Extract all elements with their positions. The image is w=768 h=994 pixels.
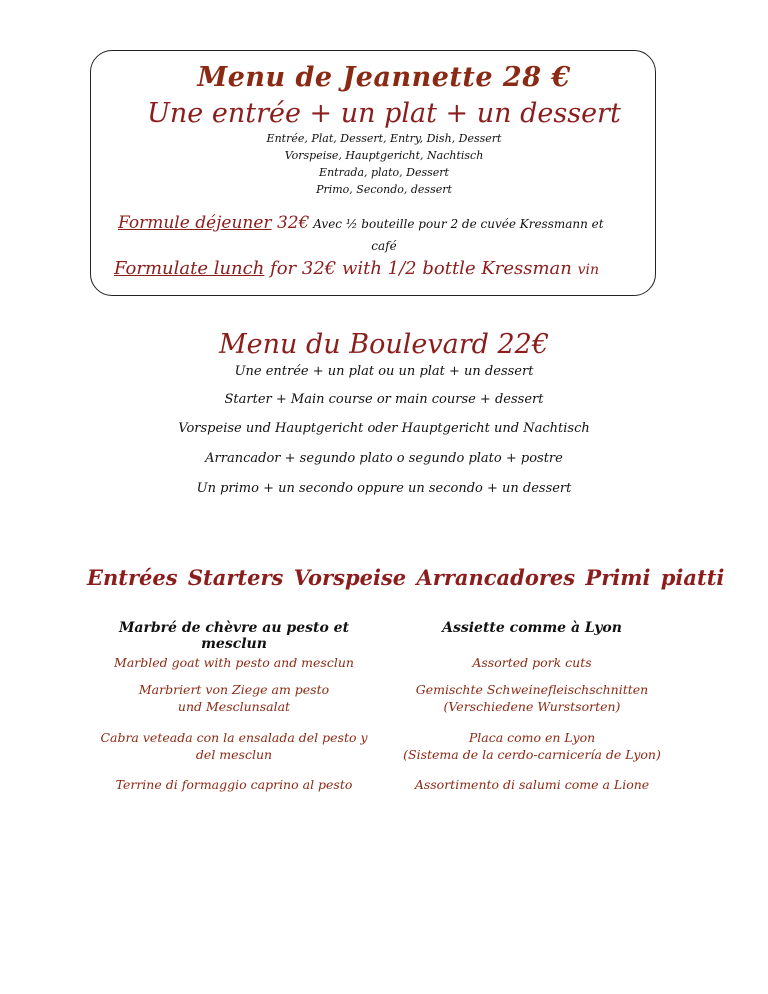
dish-translation: Marbriert von Ziege am pesto und Mesclunsalat bbox=[138, 682, 330, 714]
formulate-lunch-text: for 32€ with 1/2 bottle Kressman bbox=[264, 258, 578, 279]
menu-jeannette-line: Vorspeise, Hauptgericht, Nachtisch bbox=[284, 149, 484, 162]
menu-jeannette-subtitle: Une entrée + un plat + un dessert bbox=[147, 98, 621, 129]
dish-translation: Placa como en Lyon (Sistema de la cerdo-carnicería de Lyon) bbox=[403, 730, 661, 762]
formule-dejeuner-price: 32€ bbox=[271, 213, 310, 233]
formule-dejeuner-label: Formule déjeuner bbox=[118, 213, 272, 233]
menu-boulevard-line: Un primo + un secondo oppure un secondo + un dessert bbox=[196, 481, 572, 496]
menu-jeannette-line: Entrée, Plat, Dessert, Entry, Dish, Dessert bbox=[266, 132, 502, 145]
menu-boulevard-line: Une entrée + un plat ou un plat + un dessert bbox=[234, 364, 534, 379]
dish-translation: Gemischte Schweinefleischschnitten (Verschiedene Wurstsorten) bbox=[415, 682, 649, 714]
formule-dejeuner-note: Avec ½ bouteille pour 2 de cuvée Kressmann et bbox=[309, 217, 604, 231]
menu-boulevard-line: Starter + Main course or main course + dessert bbox=[224, 392, 544, 407]
dish-translation: Marbled goat with pesto and mesclun bbox=[114, 655, 354, 670]
dish-translation: Assortimento di salumi come a Lione bbox=[414, 777, 650, 792]
menu-jeannette-title: Menu de Jeannette 28 € bbox=[197, 62, 571, 93]
dish-title-marbre: Marbré de chèvre au pesto et mesclun bbox=[118, 620, 350, 652]
formulate-lunch bbox=[114, 258, 599, 279]
menu-jeannette-line: Primo, Secondo, dessert bbox=[316, 183, 452, 196]
dish-title-assiette: Assiette comme à Lyon bbox=[442, 620, 622, 636]
dish-translation: Assorted pork cuts bbox=[472, 655, 592, 670]
menu-boulevard-line: Vorspeise und Hauptgericht oder Hauptgericht und Nachtisch bbox=[178, 421, 590, 436]
formule-dejeuner-note-cont: café bbox=[371, 239, 397, 253]
menu-boulevard-title: Menu du Boulevard 22€ bbox=[219, 329, 549, 360]
dish-translation: Terrine di formaggio caprino al pesto bbox=[115, 777, 353, 792]
menu-boulevard-line: Arrancador + segundo plato o segundo plato + postre bbox=[205, 451, 563, 466]
starters-heading: Entrées Starters Vorspeise Arrancadores Primi piatti bbox=[87, 565, 725, 590]
menu-jeannette-line: Entrada, plato, Dessert bbox=[319, 166, 449, 179]
formule-dejeuner bbox=[118, 213, 658, 233]
formulate-lunch-label: Formulate lunch bbox=[114, 258, 265, 279]
dish-translation: Cabra veteada con la ensalada del pesto y del mesclun bbox=[100, 730, 368, 762]
formulate-lunch-vin: vin bbox=[577, 262, 600, 278]
